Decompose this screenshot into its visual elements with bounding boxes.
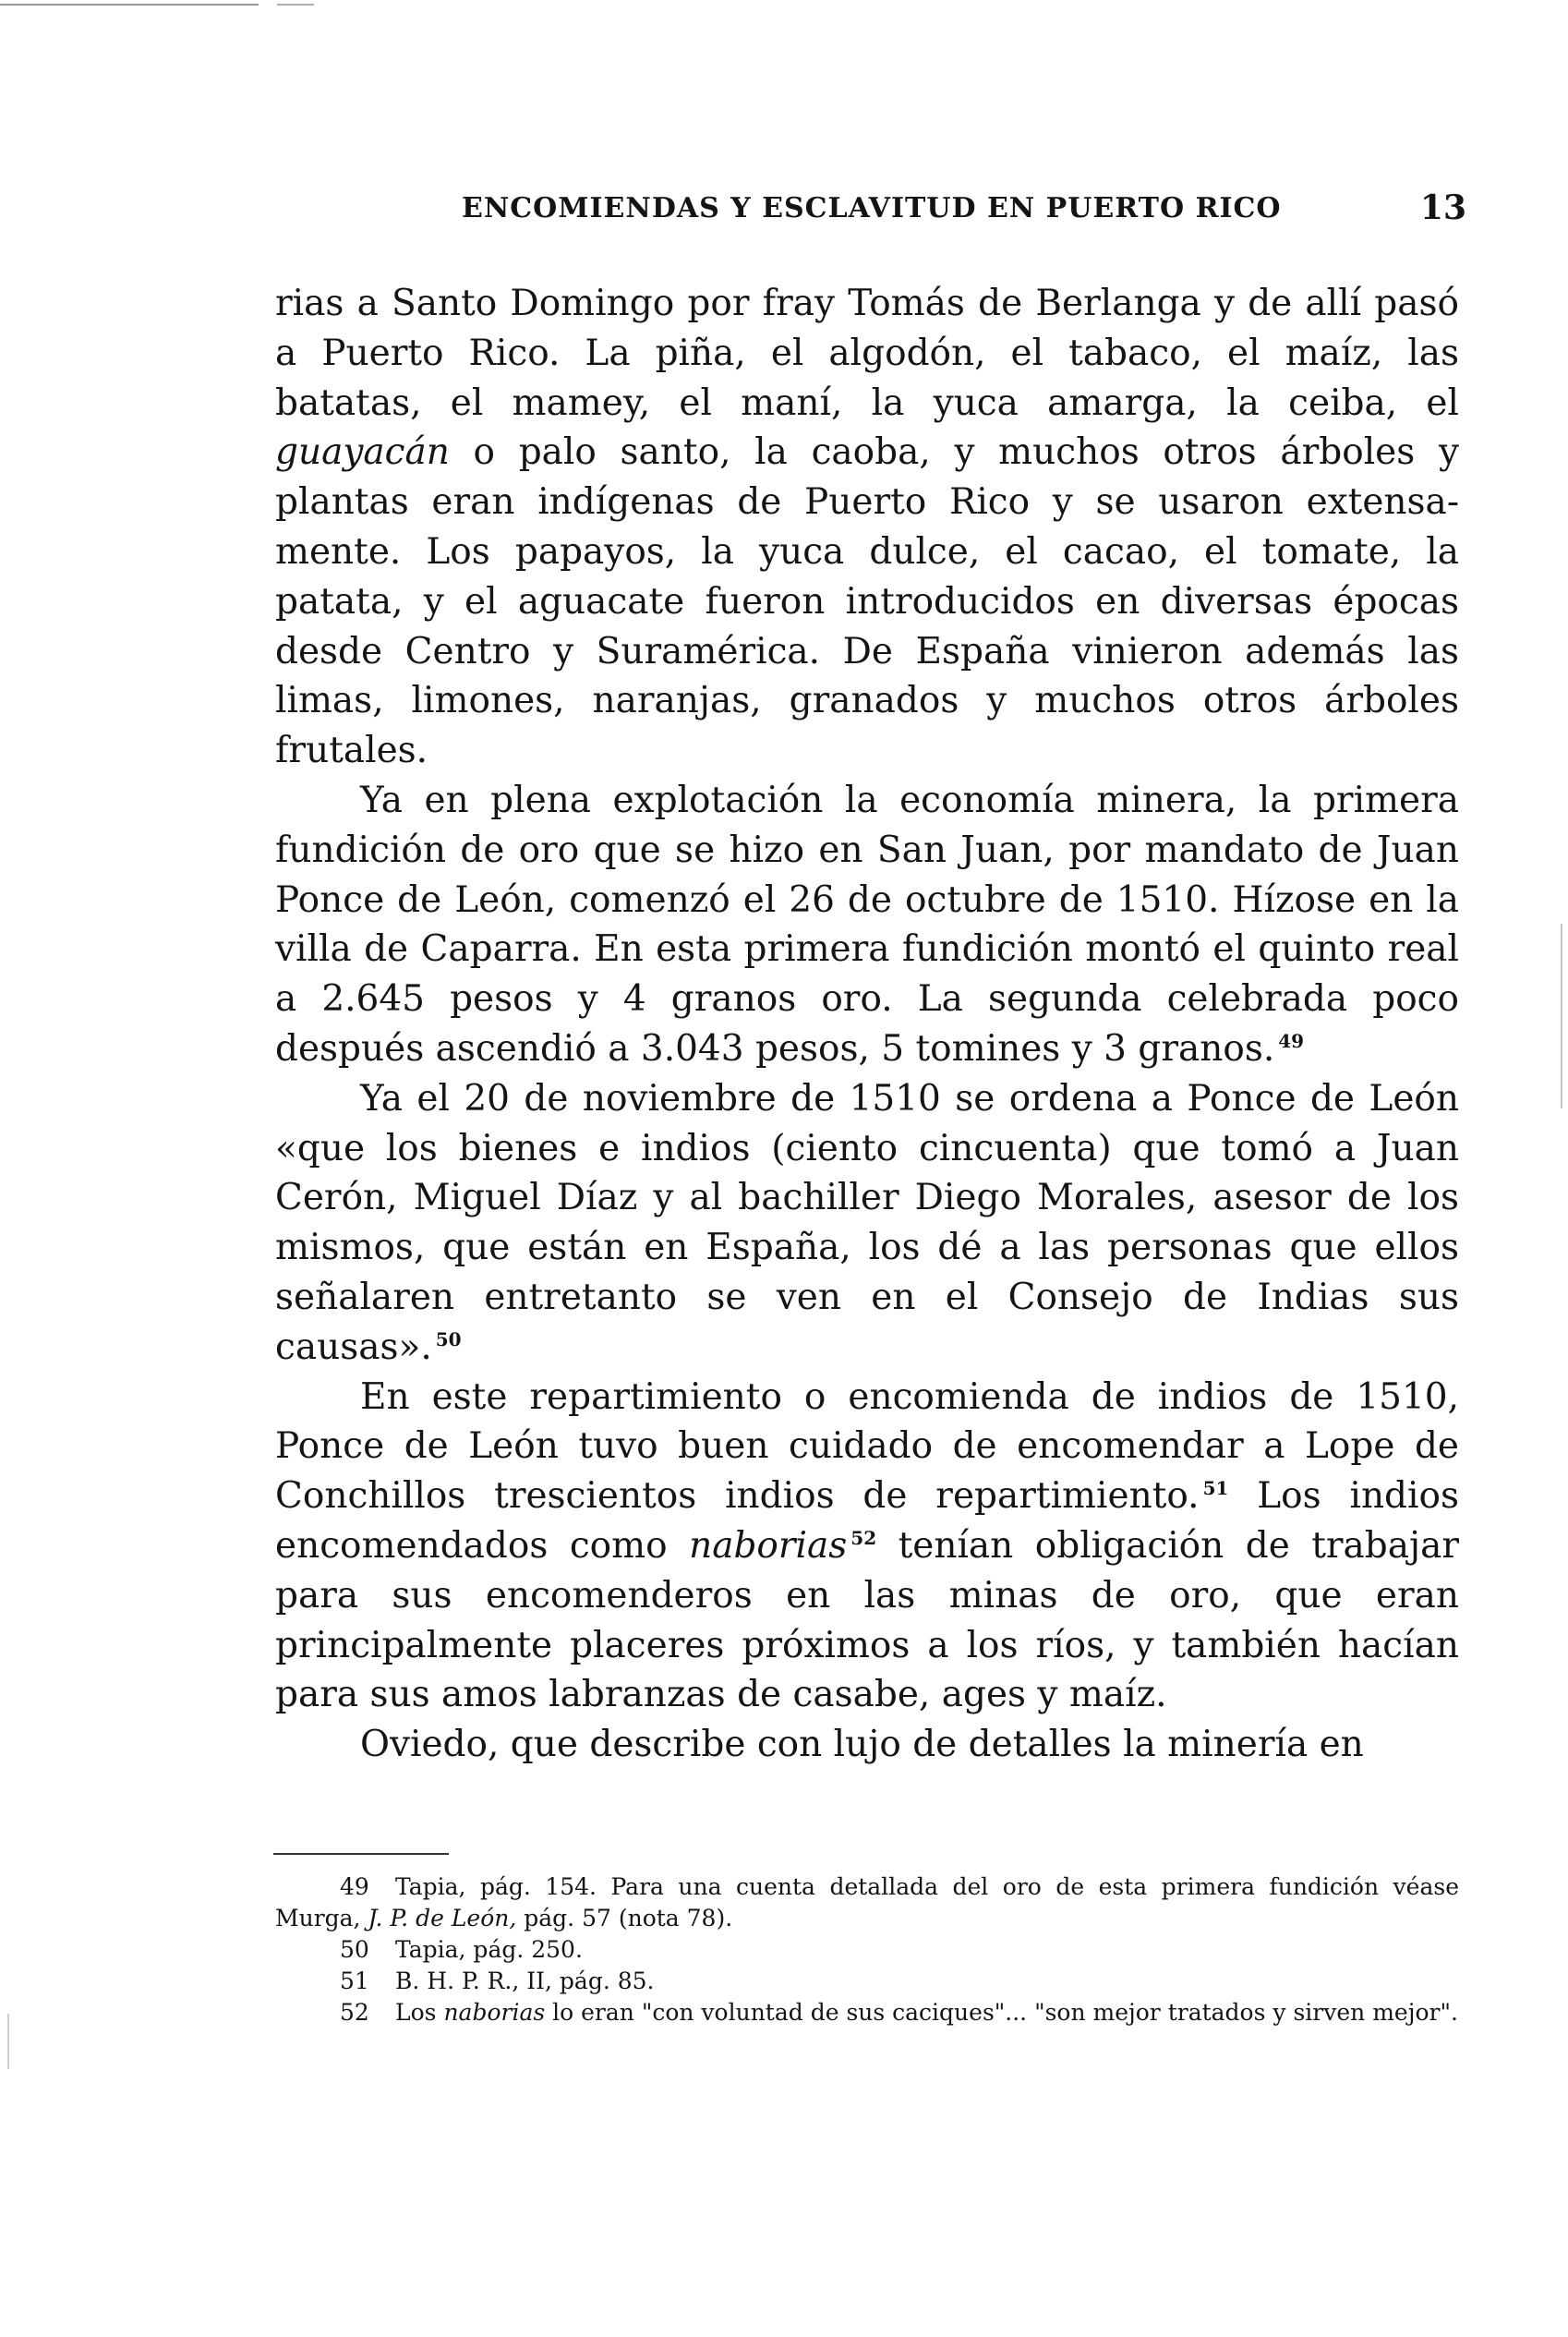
paragraph-5-text: Oviedo, que describe con lujo de detalles la minería en: [360, 1724, 1364, 1766]
paragraph-4-text-a: En este repartimiento o encomienda de indios de 1510, Ponce de León tuvo buen cuidado de encomendar a Lope de Conchillos trescientos indios de repartimiento.: [275, 1375, 1459, 1518]
scan-top-rule: [0, 4, 259, 6]
paragraph-5: [275, 1720, 1459, 1770]
paragraph-1-text-a: rias a Santo Domingo por fray Tomás de Berlanga y de allí pasó a Puerto Rico. La piña, el algodón, el tabaco, el maíz, las batatas, el mamey, el maní, la yuca amarga, la ceiba, el: [275, 283, 1459, 424]
paragraph-4-text-c: tenían obligación de trabajar para sus encomenderos en las minas de oro, que eran principalmente placeres próximos a los ríos, y también hacían para sus amos labranzas de casabe, ages y maíz.: [275, 1524, 1460, 1716]
scan-top-rule-short: [277, 4, 314, 6]
footnote-text: Tapia, pág. 250.: [395, 1936, 583, 1963]
footnote-text-b: pág. 57 (nota 78).: [516, 1905, 733, 1931]
footnote-text: B. H. P. R., II, pág. 85.: [395, 1968, 655, 1994]
scan-left-edge-mark: [7, 2014, 9, 2069]
page-number: 13: [1419, 188, 1466, 227]
footnote-italic: J. P. de León,: [368, 1905, 517, 1931]
footnote-text-a: Tapia, pág. 154. Para una cuenta detallada del oro de esta primera fundición véase Murga,: [275, 1873, 1459, 1931]
page-header: [462, 188, 1468, 238]
paragraph-1-italic-term: guayacán: [275, 431, 450, 474]
footnote-italic: naborias: [443, 1999, 546, 2026]
paragraph-2: [275, 776, 1459, 1074]
footnote-52: [275, 1997, 1459, 2028]
paragraph-4: [275, 1373, 1459, 1721]
body-text: [275, 279, 1459, 1770]
footnote-ref-50: 50: [435, 1327, 462, 1350]
footnote-50: [275, 1934, 1459, 1966]
footnote-49: [275, 1871, 1459, 1934]
scan-right-edge-mark: [1561, 924, 1562, 1108]
paragraph-1-text-b: o palo santo, la caoba, y muchos otros árboles y plantas eran indígenas de Puerto Rico y se usaron extensamente. Los papayos, la yuca dulce, el cacao, el tomate, la patata, y el aguacate fueron introducidos en diversas épocas desde Centro y Suramérica. De España vinieron además las limas, limones, naranjas, granados y muchos otros árboles frutales.: [275, 431, 1459, 772]
footnote-separator: [273, 1853, 449, 1855]
footnote-text-b: lo eran "con voluntad de sus caciques"... "son mejor tratados y sirven mejor".: [545, 1999, 1458, 2026]
paragraph-4-text-b: Los indios encomendados como: [275, 1475, 1459, 1567]
footnote-ref-51: 51: [1202, 1477, 1229, 1500]
running-title: ENCOMIENDAS Y ESCLAVITUD EN PUERTO RICO: [462, 192, 1282, 224]
footnote-number: 49: [340, 1873, 369, 1900]
paragraph-2-text: Ya en plena explotación la economía minera, la primera fundición de oro que se hizo en San Juan, por mandato de Juan Ponce de León, comenzó el 26 de octubre de 1510. Hízose en la villa de Caparra. En esta primera fundición montó el quinto real a 2.645 pesos y 4 granos oro. La segunda celebrada poco después ascendió a 3.043 pesos, 5 tomines y 3 granos.: [275, 779, 1459, 1070]
footnote-ref-52: 52: [850, 1526, 877, 1549]
paragraph-3: [275, 1074, 1459, 1373]
paragraph-3-text: Ya el 20 de noviembre de 1510 se ordena a Ponce de León «que los bienes e indios (ciento cincuenta) que tomó a Juan Cerón, Miguel Díaz y al bachiller Diego Morales, asesor de los mismos, que están en España, los dé a las personas que ellos señalaren entretanto se ven en el Consejo de Indias sus causas».: [275, 1077, 1459, 1368]
footnote-51: [275, 1966, 1459, 1997]
paragraph-4-italic-term: naborias: [689, 1524, 848, 1567]
footnote-number: 51: [340, 1968, 369, 1994]
footnote-number: 52: [340, 1999, 369, 2026]
footnote-ref-49: 49: [1278, 1029, 1305, 1052]
paragraph-1: [275, 279, 1459, 776]
footnote-text-a: Los: [395, 1999, 444, 2026]
footnotes: [275, 1871, 1459, 2028]
footnote-number: 50: [340, 1936, 369, 1963]
